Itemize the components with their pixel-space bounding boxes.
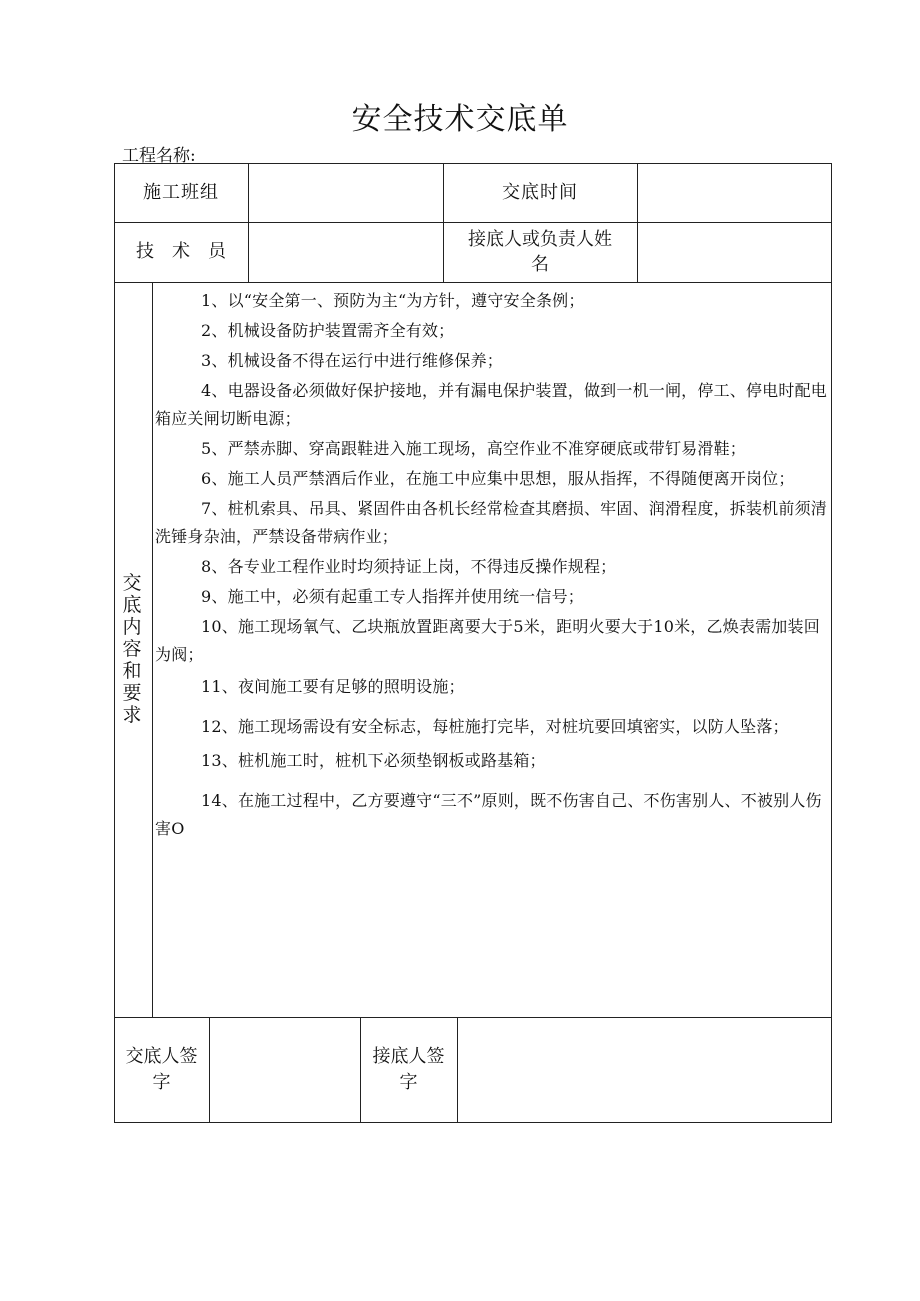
- instruction-item: 1、以“安全第一、预防为主“为方针，遵守安全条例；: [201, 291, 585, 310]
- team-value[interactable]: [249, 163, 443, 222]
- receiver-signature-label-line2: 字: [399, 1072, 418, 1093]
- row-divider: [114, 282, 832, 283]
- section-label-vertical: [117, 572, 147, 726]
- project-name-label: 工程名称:: [122, 146, 196, 166]
- receiver-name-label-line1: 接底人或负责人姓: [468, 229, 612, 250]
- instruction-list: [155, 287, 831, 843]
- team-label: 施工班组: [143, 181, 219, 203]
- instruction-item: 8、各专业工程作业时均须持证上岗，不得违反操作规程；: [201, 557, 617, 576]
- receiver-signature-label-line1: 接底人签: [372, 1046, 445, 1067]
- giver-signature-field[interactable]: [210, 1017, 360, 1123]
- instruction-item: 6、施工人员严禁酒后作业，在施工中应集中思想，服从指挥，不得随便离开岗位；: [201, 469, 795, 488]
- giver-signature-label-line1: 交底人签: [125, 1046, 198, 1067]
- section-label-char: 和: [122, 660, 142, 682]
- instruction-item: 10、施工现场氧气、乙块瓶放置距离要大于5米，距明火要大于10米，乙焕表需加装回为阀；: [155, 617, 820, 664]
- instruction-item: 4、电器设备必须做好保护接地，并有漏电保护装置，做到一机一闸，停工、停电时配电箱应关闸切断电源；: [155, 381, 827, 428]
- technician-label: 技 术 员: [136, 241, 226, 262]
- time-value[interactable]: [638, 163, 832, 222]
- technician-value[interactable]: [249, 222, 443, 282]
- section-label-char: 交: [122, 572, 142, 594]
- instruction-item: 3、机械设备不得在运行中进行维修保养；: [201, 351, 503, 370]
- section-label-char: 要: [122, 682, 142, 704]
- instruction-item: 12、施工现场需设有安全标志，每桩施打完毕，对桩坑要回填密实，以防人坠落；: [201, 717, 789, 736]
- receiver-name-label-line2: 名: [531, 254, 549, 275]
- instruction-item: 9、施工中，必须有起重工专人指挥并使用统一信号；: [201, 587, 584, 606]
- giver-signature-label: [114, 1017, 209, 1123]
- instruction-item: 14、在施工过程中，乙方要遵守“三不”原则，既不伤害自己、不伤害别人、不被别人伤害O: [155, 791, 822, 838]
- instruction-item: 2、机械设备防护装置需齐全有效；: [201, 321, 455, 340]
- time-label: 交底时间: [502, 181, 578, 203]
- receiver-name-label: [443, 222, 637, 282]
- section-label-char: 内: [122, 616, 142, 638]
- receiver-signature-field[interactable]: [458, 1017, 831, 1123]
- giver-signature-label-line2: 字: [152, 1072, 171, 1093]
- col-divider: [152, 282, 153, 1017]
- document-title: 安全技术交底单: [351, 102, 569, 137]
- receiver-signature-label: [360, 1017, 457, 1123]
- section-label-char: 容: [122, 638, 142, 660]
- instruction-item: 5、严禁赤脚、穿高跟鞋进入施工现场，高空作业不准穿硬底或带钉易滑鞋；: [201, 439, 746, 458]
- instruction-item: 11、夜间施工要有足够的照明设施；: [201, 677, 465, 696]
- instruction-item: 13、桩机施工时，桩机下必须垫钢板或路基箱；: [201, 751, 546, 770]
- section-label-char: 求: [122, 704, 142, 726]
- instruction-item: 7、桩机索具、吊具、紧固件由各机长经常检查其磨损、牢固、润滑程度，拆装机前须清洗锤身杂油，严禁设备带病作业；: [155, 499, 827, 546]
- section-label-char: 底: [122, 594, 142, 616]
- receiver-name-value[interactable]: [638, 222, 832, 282]
